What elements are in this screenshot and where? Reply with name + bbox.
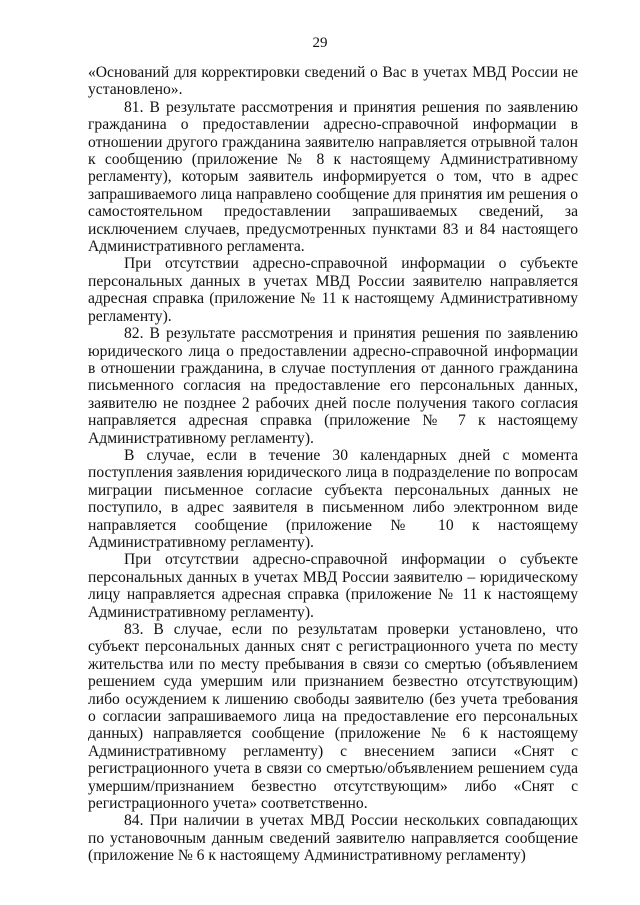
paragraph-item-81: 81. В результате рассмотрения и принятия решения по заявлению гражданина о предоставлении адресно-справочной информации в отношении другого гражданина заявителю направляется отрывной талон к сообщению (приложение № 8 к настоящему Административному регламенту), которым заявитель информируется о том, что в адрес запрашиваемого лица направлено сообщение для принятия им решения о самостоятельном предоставлении запрашиваемых сведений, за исключением случаев, предусмотренных пунктами 83 и 84 настоящего Административного регламента. [88,98,578,256]
paragraph-item-84: 84. При наличии в учетах МВД России нескольких совпадающих по установочным данным сведений заявителю направляется сообщение (приложение № 6 к настоящему Административному регламенту) [88,812,578,865]
paragraph-item-83: 83. В случае, если по результатам проверки установлено, что субъект персональных данных снят с регистрационного учета по месту жительства или по месту пребывания в связи со смертью (объявлением решением суда умершим или признанием безвестно отсутствующим) либо осуждением к лишению свободы заявителю (без учета требования о согласии запрашиваемого лица на предоставление его персональных данных) направляется сообщение (приложение № 6 к настоящему Административному регламенту) с внесением записи «Снят с регистрационного учета в связи со смертью/объявлением решением суда умершим/признанием безвестно отсутствующим» либо «Снят с регистрационного учета» соответственно. [88,621,578,813]
paragraph-item-82-timeout: В случае, если в течение 30 календарных дней с момента поступления заявления юридического лица в подразделение по вопросам миграции письменное согласие субъекта персональных данных не поступило, в адрес заявителя в письменном либо электронном виде направляется сообщение (приложение № 10 к настоящему Административному регламенту). [88,446,578,551]
paragraph-item-82-absence: При отсутствии адресно-справочной информации о субъекте персональных данных в учетах МВД России заявителю – юридическому лицу направляется адресная справка (приложение № 11 к настоящему Административному регламенту). [88,551,578,621]
paragraph-continuation: «Оснований для корректировки сведений о Вас в учетах МВД России не установлено». [88,64,578,99]
paragraph-item-81-absence: При отсутствии адресно-справочной информации о субъекте персональных данных в учетах МВД России заявителю направляется адресная справка (приложение № 11 к настоящему Административному регламенту). [88,255,578,325]
document-body [88,64,578,865]
paragraph-item-82: 82. В результате рассмотрения и принятия решения по заявлению юридического лица о предоставлении адресно-справочной информации в отношении гражданина, в случае поступления от данного гражданина письменного согласия на предоставление его персональных данных, заявителю не позднее 2 рабочих дней после получения такого согласия направляется адресная справка (приложение № 7 к настоящему Административному регламенту). [88,325,578,447]
page-number: 29 [312,35,328,51]
